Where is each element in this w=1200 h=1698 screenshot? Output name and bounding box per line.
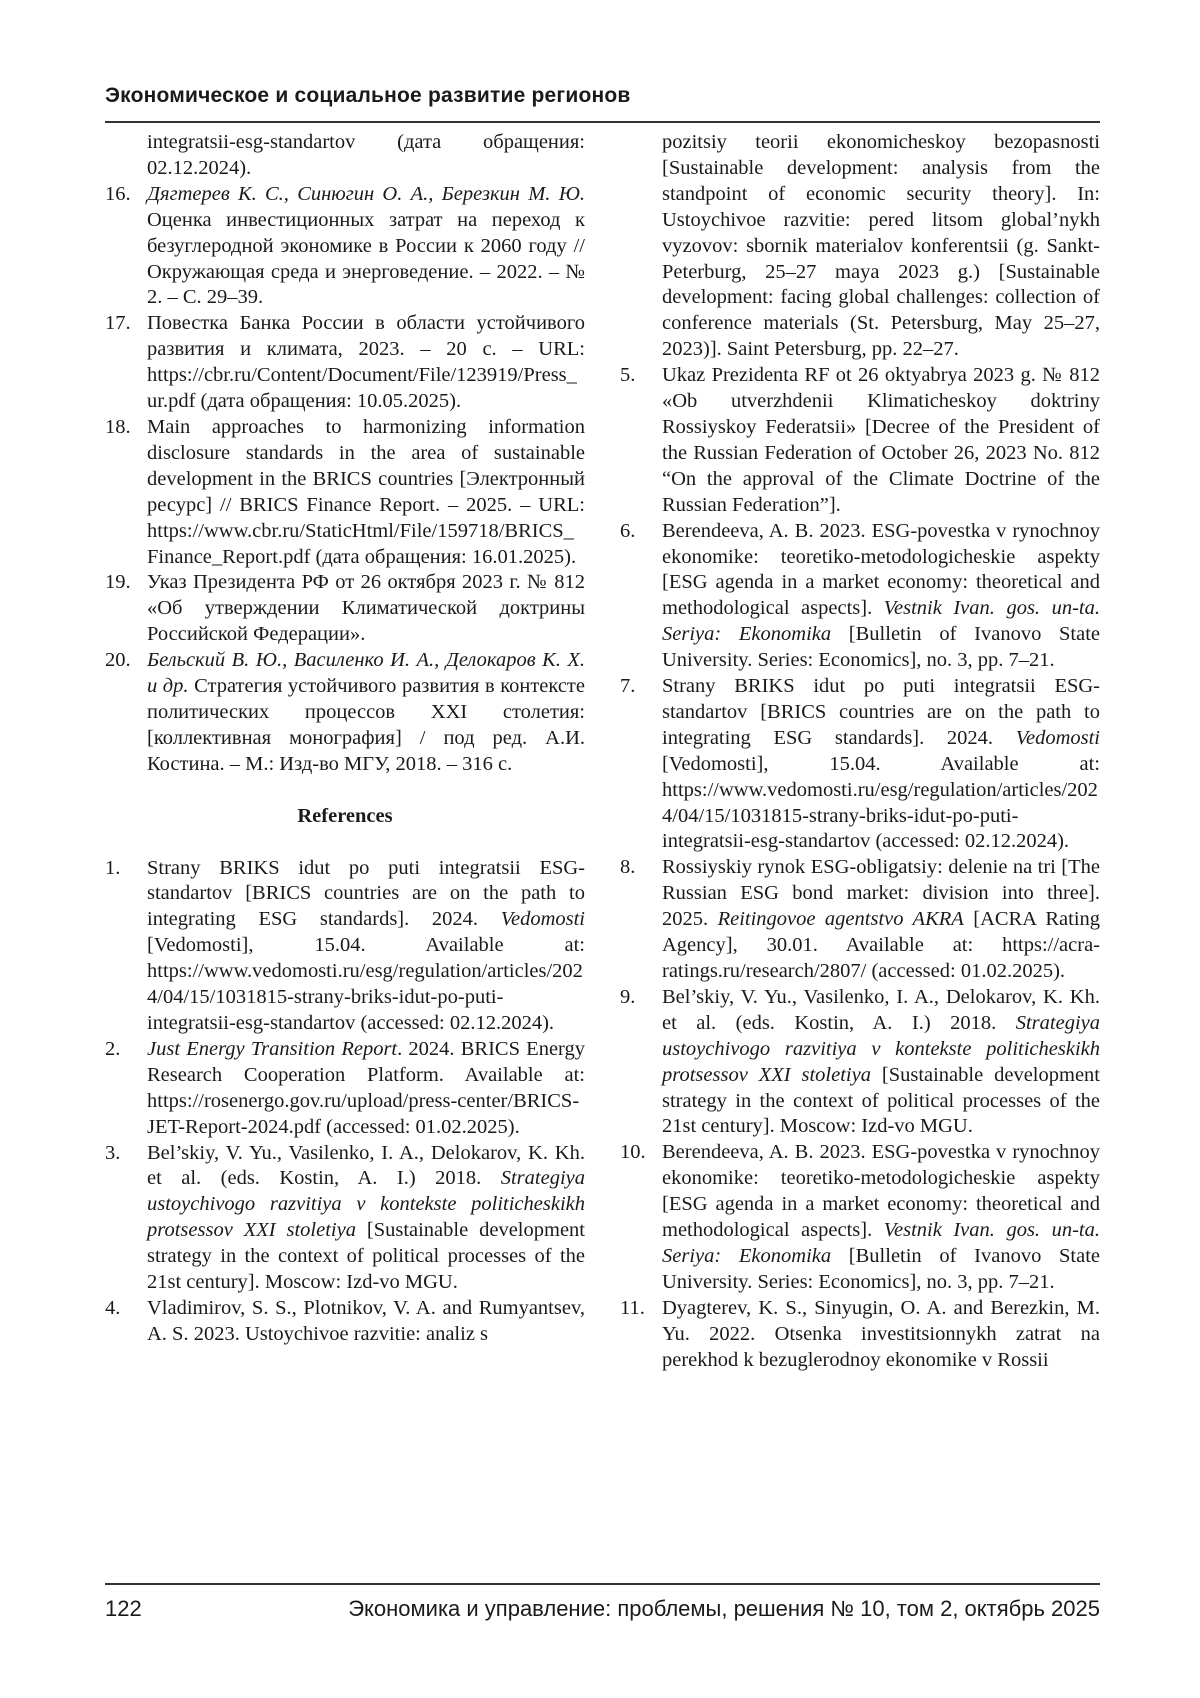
reference-item (105, 1141, 585, 1296)
text-segment: Rossiyskiy rynok ESG-obligatsiy: delenie na tri [The Russian ESG bond market: division into three]. 2025. (662, 856, 1100, 930)
reference-text (147, 311, 585, 415)
reference-number: 5. (620, 363, 662, 518)
reference-item (620, 1296, 1100, 1374)
reference-number: 6. (620, 519, 662, 674)
reference-text (662, 855, 1100, 985)
reference-number: 2. (105, 1037, 147, 1141)
english-reference-list-continued (620, 363, 1100, 1373)
reference-number: 11. (620, 1296, 662, 1374)
text-segment: [Vedomosti], 15.04. Available at: https://www.vedomosti.ru/esg/regulation/articles/2024/04/15/1031815-strany-briks-idut-po-puti-integratsii-esg-standartov (accessed: 02.12.2024). (147, 934, 585, 1034)
reference-continuation (620, 130, 1100, 363)
left-column (105, 130, 585, 1348)
reference-number: 20. (105, 648, 147, 778)
italic-title-segment: Just Energy Transition Report (147, 1038, 397, 1060)
reference-text (147, 570, 585, 648)
reference-number: 1. (105, 856, 147, 1037)
page-number: 122 (105, 1596, 142, 1622)
reference-text (662, 674, 1100, 855)
reference-text (662, 363, 1100, 518)
text-segment: Указ Президента РФ от 26 октября 2023 г. № 812 «Об утверждении Климатической доктрины Российской Федерации». (147, 571, 585, 645)
italic-title-segment: Vedomosti (1016, 727, 1100, 749)
text-segment: Ukaz Prezidenta RF ot 26 oktyabrya 2023 g. № 812 «Ob utverzhdenii Klimaticheskoy doktriny Rossiyskoy Federatsii» [Decree of the President of the Russian Federation of October 26, 2023 No. 812 “On the approval of the Climate Doctrine of the Russian Federation”]. (662, 364, 1100, 516)
reference-item (620, 363, 1100, 518)
italic-title-segment: Reitingovoe agentstvo AKRA (718, 908, 964, 930)
reference-number: 10. (620, 1140, 662, 1295)
russian-reference-list (105, 182, 585, 778)
text-segment: pozitsiy teorii ekonomicheskoy bezopasnosti [Sustainable development: analysis from the standpoint of economic security theory]. In: Ustoychivoe razvitie: pered litsom global’nykh vyzovov: sbornik materialov konferentsii (g. Sankt-Peterburg, 25–27 maya 2023 g.) [Sustainable development: facing global challenges: collection of conference materials (St. Petersburg, May 25–27, 2023)]. Saint Petersburg, pp. 22–27. (662, 131, 1100, 360)
italic-title-segment: Vedomosti (501, 908, 585, 930)
reference-text (147, 1296, 585, 1348)
reference-text (662, 1140, 1100, 1295)
reference-number: 8. (620, 855, 662, 985)
reference-continuation (105, 130, 585, 182)
reference-text (662, 519, 1100, 674)
text-segment: Vladimirov, S. S., Plotnikov, V. A. and Rumyantsev, A. S. 2023. Ustoychivoe razvitie: analiz s (147, 1297, 585, 1345)
text-segment: integratsii-esg-standartov (дата обращения: 02.12.2024). (147, 131, 585, 179)
text-segment: [Bulletin of Ivanovo State University. Series: Economics], no. 3, pp. 7–21. (662, 623, 1100, 671)
italic-title-segment: Дягтерев К. С., Синюгин О. А., Березкин М. Ю. (147, 183, 585, 205)
reference-item (105, 648, 585, 778)
header-rule (105, 121, 1100, 123)
text-segment: Strany BRIKS idut po puti integratsii ESG-standartov [BRICS countries are on the path to integrating ESG standards]. 2024. (147, 857, 585, 931)
reference-item (105, 182, 585, 312)
journal-footer: Экономика и управление: проблемы, решения № 10, том 2, октябрь 2025 (348, 1596, 1100, 1622)
reference-item (620, 985, 1100, 1140)
italic-title-segment: Vestnik Ivan. gos. un-ta. Seriya: Ekonomika (662, 597, 1100, 645)
reference-item (105, 1296, 585, 1348)
footer-rule (105, 1583, 1100, 1585)
text-segment: Bel’skiy, V. Yu., Vasilenko, I. A., Delokarov, K. Kh. et al. (eds. Kostin, A. I.) 2018. (662, 986, 1100, 1034)
reference-number: 9. (620, 985, 662, 1140)
reference-text (147, 1141, 585, 1296)
reference-text (147, 415, 585, 570)
text-segment: Strany BRIKS idut po puti integratsii ESG-standartov [BRICS countries are on the path to integrating ESG standards]. 2024. (662, 675, 1100, 749)
text-segment: Main approaches to harmonizing information disclosure standards in the area of sustainable development in the BRICS countries [Электронный ресурс] // BRICS Finance Report. – 2025. – URL: https://www.cbr.ru/StaticHtml/File/159718/BRICS_Finance_Report.pdf (дата обращения: 16.01.2025). (147, 416, 585, 568)
reference-item (620, 674, 1100, 855)
reference-text (147, 182, 585, 312)
reference-item (105, 1037, 585, 1141)
reference-number: 3. (105, 1141, 147, 1296)
reference-item (620, 519, 1100, 674)
text-segment: [Sustainable development strategy in the context of political processes of the 21st century]. Moscow: Izd-vo MGU. (662, 1064, 1100, 1138)
text-segment: Dyagterev, K. S., Sinyugin, O. A. and Berezkin, M. Yu. 2022. Otsenka investitsionnykh zatrat na perekhod k bezuglerodnoy ekonomike v Rossii (662, 1297, 1100, 1371)
reference-item (105, 856, 585, 1037)
reference-item (105, 570, 585, 648)
text-segment: [Vedomosti], 15.04. Available at: https://www.vedomosti.ru/esg/regulation/articles/2024/04/15/1031815-strany-briks-idut-po-puti-integratsii-esg-standartov (accessed: 02.12.2024). (662, 753, 1100, 853)
running-header: Экономическое и социальное развитие регионов (105, 84, 631, 108)
text-segment: Оценка инвестиционных затрат на переход к безуглеродной экономике в России к 2060 году // Окружающая среда и энерговедение. – 2022. – № 2. – С. 29–39. (147, 209, 585, 309)
right-column (620, 130, 1100, 1374)
reference-text (147, 1037, 585, 1141)
text-segment: Berendeeva, A. B. 2023. ESG-povestka v rynochnoy ekonomike: teoretiko-metodologicheskie aspekty [ESG agenda in a market economy: theoretical and methodological aspects]. (662, 1141, 1100, 1241)
reference-text (147, 648, 585, 778)
text-segment: Bel’skiy, V. Yu., Vasilenko, I. A., Delokarov, K. Kh. et al. (eds. Kostin, A. I.) 2018. (147, 1142, 585, 1190)
reference-number: 16. (105, 182, 147, 312)
reference-text (147, 856, 585, 1037)
text-segment: Повестка Банка России в области устойчивого развития и климата, 2023. – 20 с. – URL: https://cbr.ru/Content/Document/File/123919/Press_ur.pdf (дата обращения: 10.05.2025). (147, 312, 585, 412)
text-segment: [Sustainable development strategy in the context of political processes of the 21st century]. Moscow: Izd-vo MGU. (147, 1219, 585, 1293)
reference-text (662, 1296, 1100, 1374)
english-reference-list (105, 856, 585, 1348)
references-heading: References (105, 804, 585, 830)
reference-number: 7. (620, 674, 662, 855)
italic-title-segment: Strategiya ustoychivogo razvitiya v kontekste politicheskikh protsessov XXI stoletiya (147, 1167, 585, 1241)
reference-item (620, 855, 1100, 985)
reference-number: 4. (105, 1296, 147, 1348)
reference-item (105, 415, 585, 570)
text-segment: [ACRA Rating Agency], 30.01. Available at: https://acra-ratings.ru/research/2807/ (accessed: 01.02.2025). (662, 908, 1100, 982)
italic-title-segment: Strategiya ustoychivogo razvitiya v kontekste politicheskikh protsessov XXI stoletiya (662, 1012, 1100, 1086)
italic-title-segment: Vestnik Ivan. gos. un-ta. Seriya: Ekonomika (662, 1219, 1100, 1267)
reference-item (105, 311, 585, 415)
text-segment: Стратегия устойчивого развития в контексте политических процессов XXI столетия: [коллективная монография] / под ред. А.И. Костина. – М.: Изд-во МГУ, 2018. – 316 с. (147, 675, 585, 775)
text-segment: Berendeeva, A. B. 2023. ESG-povestka v rynochnoy ekonomike: teoretiko-metodologicheskie aspekty [ESG agenda in a market economy: theoretical and methodological aspects]. (662, 520, 1100, 620)
text-segment: . 2024. BRICS Energy Research Cooperation Platform. Available at: https://rosenergo.gov.ru/upload/press-center/BRICS-JET-Report-2024.pdf (accessed: 01.02.2025). (147, 1038, 585, 1138)
text-segment: [Bulletin of Ivanovo State University. Series: Economics], no. 3, pp. 7–21. (662, 1245, 1100, 1293)
reference-number: 18. (105, 415, 147, 570)
italic-title-segment: Бельский В. Ю., Василенко И. А., Делокаров К. Х. и др. (147, 649, 585, 697)
reference-number: 17. (105, 311, 147, 415)
reference-item (620, 1140, 1100, 1295)
reference-number: 19. (105, 570, 147, 648)
reference-text (662, 985, 1100, 1140)
